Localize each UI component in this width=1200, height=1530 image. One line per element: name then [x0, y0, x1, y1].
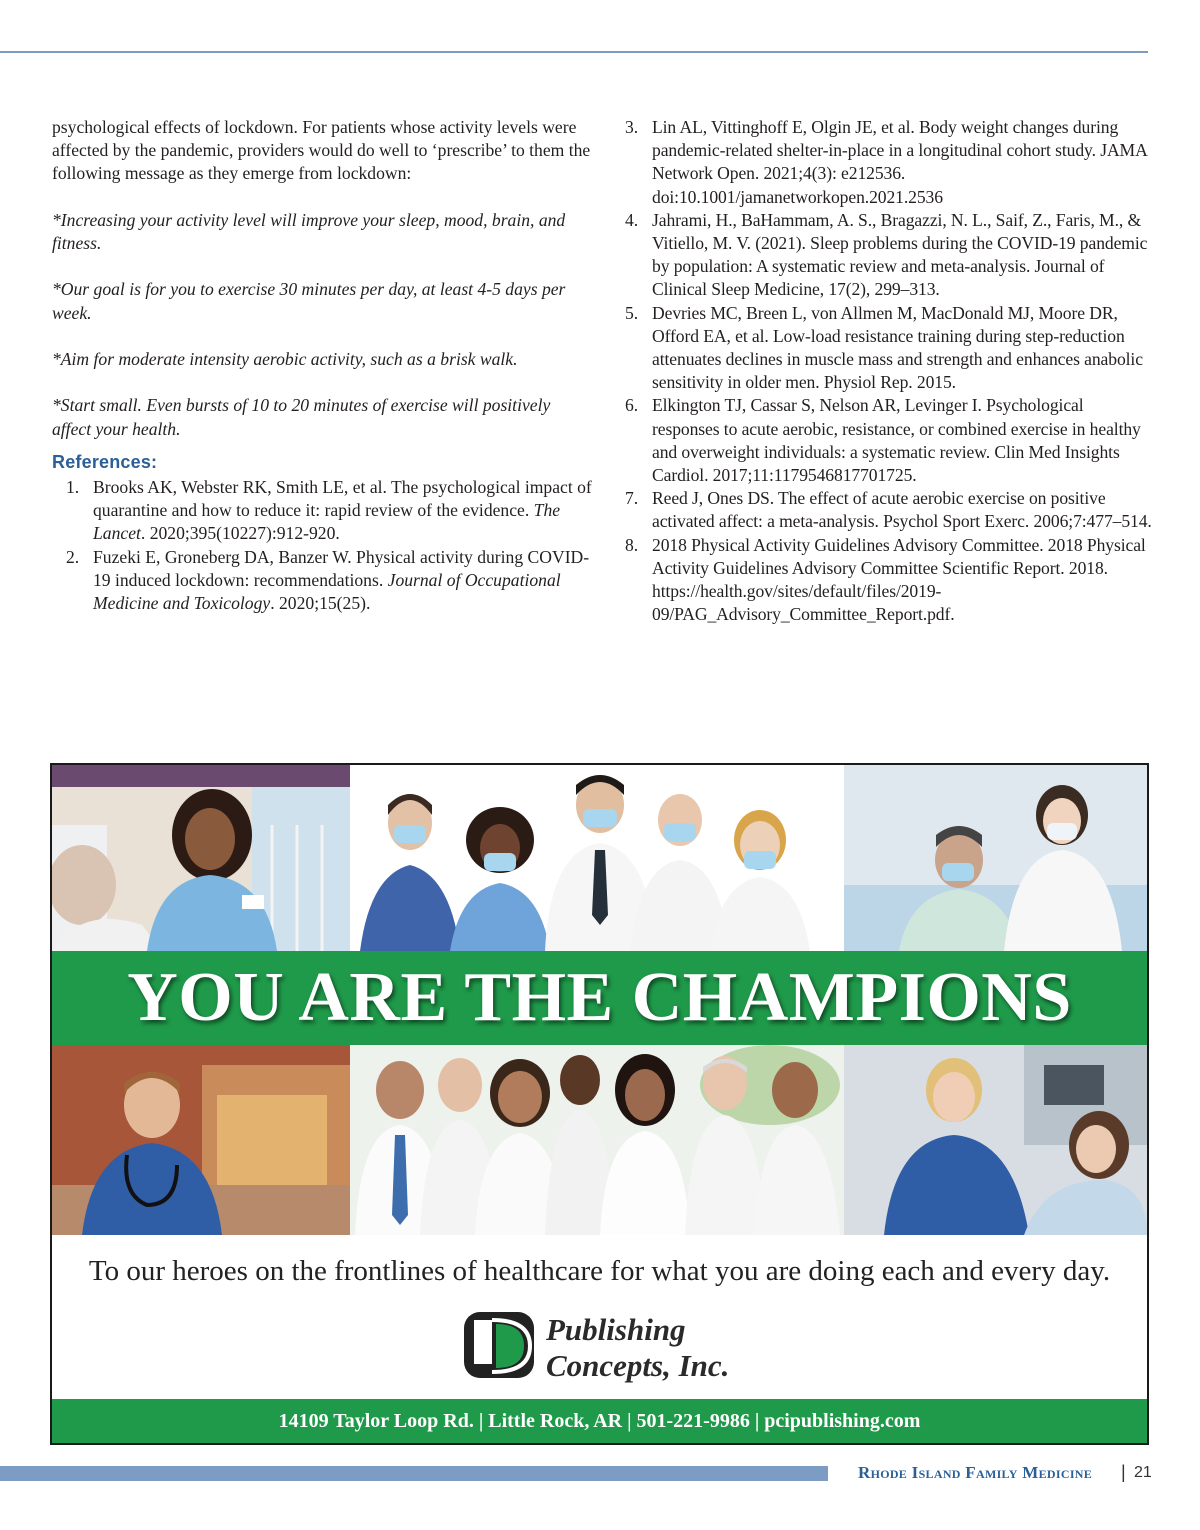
reference-text: . 2020;395(10227):912-920. [140, 523, 340, 544]
pci-logo-mark [462, 1310, 542, 1382]
reference-number: 7. [625, 488, 638, 509]
reference-item [622, 209, 1152, 302]
headline: YOU ARE THE CHAMPIONS [127, 959, 1072, 1036]
reference-text: Elkington TJ, Cassar S, Nelson AR, Levinger I. Psychological responses to acute aerobic, resistance, or combined exercise in healthy and overweight individuals: a systematic review. Clin Med Insights Cardiol. 2017;11:1179546817701725. [652, 395, 1141, 486]
reference-number: 6. [625, 395, 638, 416]
photo-male-nurse [52, 1045, 350, 1235]
reference-number: 4. [625, 209, 638, 230]
reference-text: Fuzeki E, Groneberg DA, Banzer W. Physical activity during COVID-19 induced lockdown: recommendations. [93, 546, 590, 590]
headline-banner [52, 951, 1147, 1045]
photo-doctor-lineup [350, 1045, 844, 1235]
photo-row-bottom [52, 1045, 1147, 1235]
tip-paragraph: *Aim for moderate intensity aerobic activity, such as a brisk walk. [52, 348, 518, 369]
tagline: To our heroes on the frontlines of healthcare for what you are doing each and every day. [88, 1255, 1111, 1287]
publisher-logo [462, 1310, 762, 1390]
top-rule [0, 51, 1148, 53]
right-column [622, 116, 1152, 626]
reference-text: Brooks AK, Webster RK, Smith LE, et al. The psychological impact of quarantine and how to reduce it: rapid review of the evidence. [93, 476, 592, 521]
footer-separator: | [1121, 1462, 1126, 1482]
photo-doctor-with-patient [844, 765, 1147, 951]
reference-item [622, 534, 1152, 627]
reference-number: 8. [625, 534, 638, 555]
reference-item [622, 302, 1152, 395]
reference-text: . 2020;15(25). [270, 593, 371, 613]
intro-paragraph: psychological effects of lockdown. For patients whose activity levels were affected by the pandemic, providers would do well to ‘prescribe’ to them the following message as they emerge from lockdown: [52, 117, 591, 184]
reference-journal: The Lancet [93, 500, 561, 544]
tip-paragraph: *Our goal is for you to exercise 30 minutes per day, at least 4-5 days per week. [52, 279, 566, 323]
reference-text: Devries MC, Breen L, von Allmen M, MacDonald MJ, Moore DR, Offord EA, et al. Low-load resistance training during step-reduction attenuates declines in muscle mass and strength and enhances anabolic sensitivity in older men. Physiol Rep. 2015. [652, 302, 1143, 393]
photo-masked-team [350, 765, 844, 951]
reference-text: Reed J, Ones DS. The effect of acute aerobic exercise on positive activated affect: a meta-analysis. Psychol Sport Exerc. 2006;7:477–514. [652, 488, 1152, 532]
footer-bar [0, 1466, 828, 1481]
reference-text: Jahrami, H., BaHammam, A. S., Bragazzi, N. L., Saif, Z., Faris, M., & Vitiello, M. V. (2021). Sleep problems during the COVID-19 pandemic by population: A systematic review and meta-analysis. Journal of Clinical Sleep Medicine, 17(2), 299–313. [652, 209, 1148, 300]
reference-item [622, 116, 1152, 209]
references-list [52, 476, 592, 615]
reference-item [622, 487, 1152, 533]
references-heading: References: [52, 451, 158, 472]
advertisement [50, 763, 1149, 1445]
references-list [622, 116, 1152, 626]
reference-number: 1. [66, 476, 80, 497]
reference-text: Lin AL, Vittinghoff E, Olgin JE, et al. Body weight changes during pandemic-related shelter-in-place in a longitudinal cohort study. JAMA Network Open. 2021;4(3): e212536. doi:10.1001/jamanetworkopen.2021.2536 [652, 117, 1147, 207]
reference-number: 2. [66, 546, 80, 567]
photo-row-top [52, 765, 1147, 951]
reference-journal: Journal of Occupational Medicine and Toxicology [93, 569, 561, 613]
page-number: 21 [1134, 1464, 1152, 1481]
reference-item [52, 476, 592, 546]
publication-name: Rhode Island Family Medicine [858, 1463, 1093, 1482]
tip-paragraph: *Increasing your activity level will improve your sleep, mood, brain, and fitness. [52, 209, 566, 253]
left-column [52, 116, 592, 615]
publisher-name-line1: Publishing [546, 1312, 686, 1347]
reference-number: 3. [625, 117, 638, 137]
publisher-name [546, 1312, 729, 1384]
tip-paragraph: *Start small. Even bursts of 10 to 20 minutes of exercise will positively affect your health. [52, 395, 551, 439]
reference-item [52, 546, 592, 616]
ad-contact-bar: 14109 Taylor Loop Rd. | Little Rock, AR | 501-221-9986 | pcipublishing.com [52, 1399, 1147, 1443]
reference-text: 2018 Physical Activity Guidelines Advisory Committee. 2018 Physical Activity Guidelines Advisory Committee Scientific Report. 2018. https://health.gov/sites/default/files/2019-09/PAG_Advisory_Committee_Report.pdf. [652, 534, 1146, 625]
photo-nurse-with-patient [52, 765, 350, 951]
reference-item [622, 394, 1152, 487]
reference-number: 5. [625, 302, 638, 323]
publisher-name-line2: Concepts, Inc. [546, 1348, 730, 1383]
photo-nurse-comforting-patient [844, 1045, 1147, 1235]
